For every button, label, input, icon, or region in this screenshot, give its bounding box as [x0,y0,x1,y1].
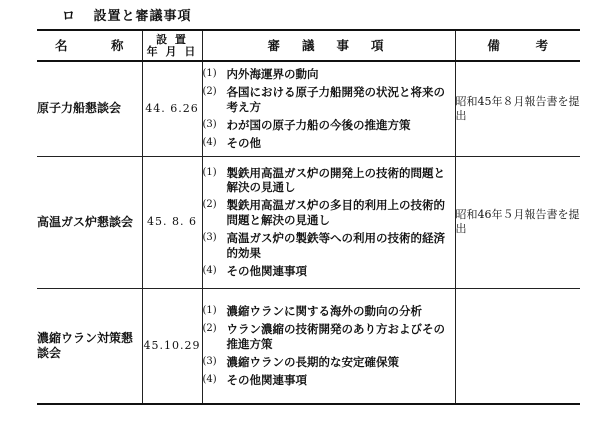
agenda-list [203,166,455,279]
agenda-list-cell [202,61,455,156]
col-header-notes: 備 考 [455,30,580,61]
established-date: 45.10.29 [142,288,202,404]
agenda-list [203,304,455,388]
agenda-item: (1) 製鉄用高温ガス炉の開発上の技術的問題と解決の見通し [202,165,445,195]
agenda-item: (3) 高温ガス炉の製鉄等への利用の技術的経済的効果 [202,231,445,260]
agenda-item: (2) 製鉄用高温ガス炉の多目的利用上の技術的問題と解決の見通し [202,198,445,227]
established-date: 44. 6.26 [142,61,202,156]
council-name: 高温ガス炉懇談会 [37,156,142,288]
council-table [37,29,580,405]
header-row [37,30,580,61]
remarks: 昭和45年８月報告書を提出 [455,61,580,156]
agenda-item: (2) ウラン濃縮の技術開発のあり方およびその推進方策 [202,322,445,351]
agenda-item: (3) わが国の原子力船の今後の推進方策 [202,117,411,132]
council-name: 濃縮ウラン対策懇談会 [37,288,142,404]
table-row [37,156,580,288]
table-row [37,288,580,404]
agenda-list-cell [202,156,455,288]
agenda-item: (1) 内外海運界の動向 [202,66,319,81]
agenda-list-cell [202,288,455,404]
established-date: 45. 8. 6 [142,156,202,288]
section-heading [62,5,192,24]
agenda-item: (4) その他関連事項 [202,263,307,278]
council-name: 原子力船懇談会 [37,61,142,156]
agenda-list [203,67,455,151]
agenda-item: (4) その他 [202,136,261,151]
remarks [455,288,580,404]
agenda-item: (4) その他関連事項 [202,373,307,388]
agenda-item: (2) 各国における原子力船開発の状況と将来の考え方 [202,85,445,114]
remarks: 昭和46年５月報告書を提出 [455,156,580,288]
col-header-date: 設 置 年 月 日 [142,30,202,61]
col-header-items: 審議事項 [202,30,455,61]
agenda-item: (3) 濃縮ウランの長期的な安定確保策 [202,354,399,369]
col-header-name: 名 称 [37,30,142,61]
section-mark: ロ [62,9,77,24]
agenda-item: (1) 濃縮ウランに関する海外の動向の分析 [202,303,422,318]
section-title: 設置と審議事項 [93,9,192,24]
table-row [37,61,580,156]
